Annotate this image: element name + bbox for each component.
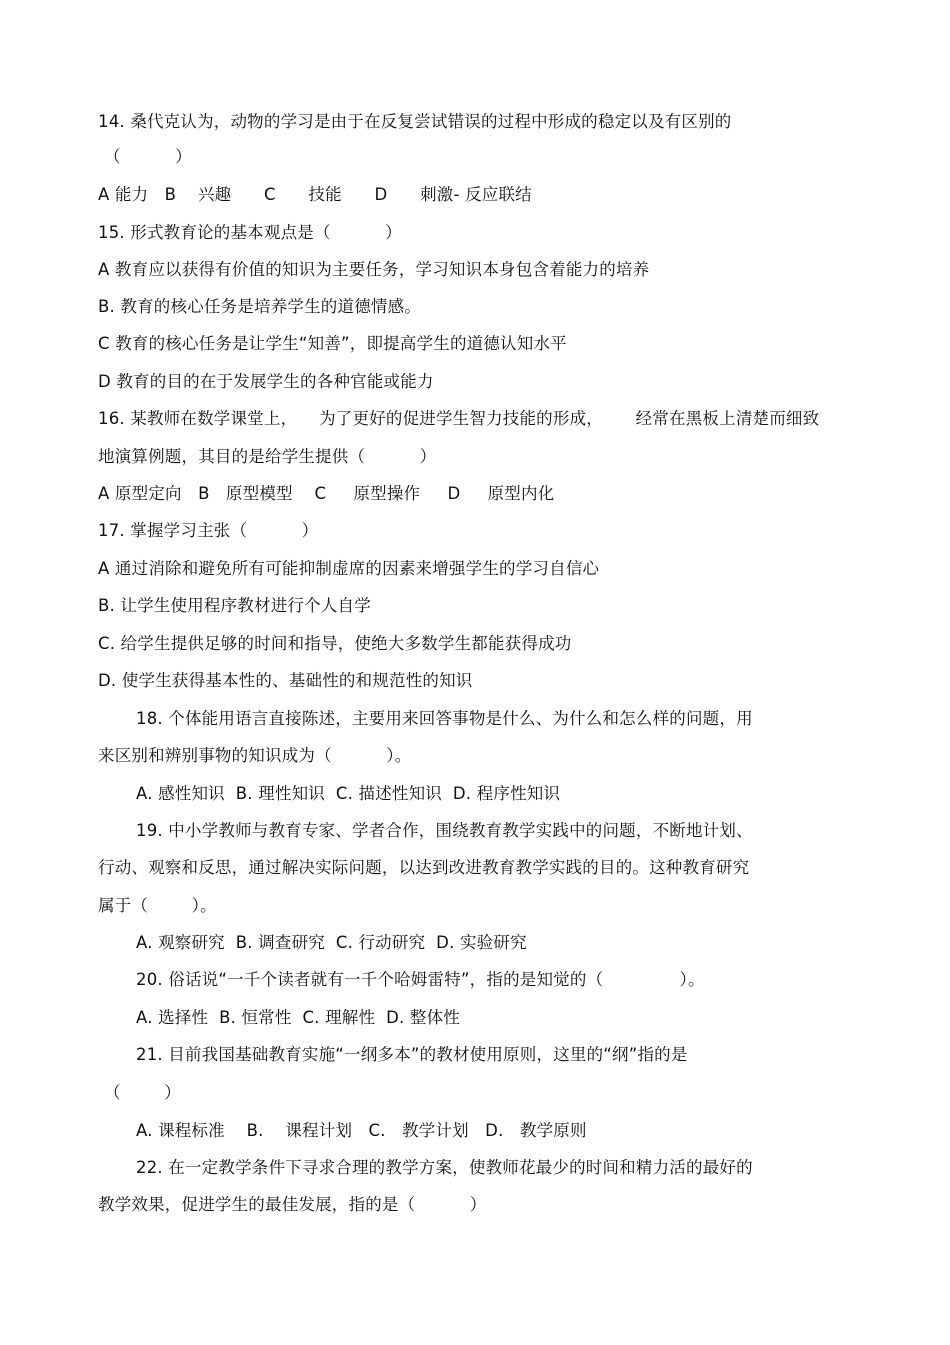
- question-17-option-d: D. 使学生获得基本性的、基础性的和规范性的知识: [98, 671, 473, 690]
- question-18-stem-line-2: 来区别和辨别事物的知识成为（ ）。: [98, 746, 412, 765]
- question-15-option-b: B. 教育的核心任务是培养学生的道德情感。: [98, 297, 422, 316]
- question-17-option-b: B. 让学生使用程序教材进行个人自学: [98, 596, 371, 615]
- question-19-stem-line-2: 行动、观察和反思，通过解决实际问题，以达到改进教育教学实践的目的。这种教育研究: [98, 858, 750, 877]
- question-22-stem-line-2: 教学效果，促进学生的最佳发展，指的是（ ）: [98, 1195, 487, 1214]
- question-19-stem-line-3: 属于（ ）。: [98, 896, 217, 915]
- question-17-option-a: A 通过消除和避免所有可能抑制虚席的因素来增强学生的学习自信心: [98, 559, 600, 578]
- question-14-stem-line-1: 14. 桑代克认为，动物的学习是由于在反复尝试错误的过程中形成的稳定以及有区别的: [98, 112, 732, 131]
- question-21-options: A. 课程标准 B. 课程计划 C. 教学计划 D. 教学原则: [136, 1121, 587, 1140]
- question-17-stem: 17. 掌握学习主张（ ）: [98, 521, 319, 540]
- question-15-option-a: A 教育应以获得有价值的知识为主要任务，学习知识本身包含着能力的培养: [98, 260, 650, 279]
- question-16-stem-line-1: 16. 某教师在数学课堂上， 为了更好的促进学生智力技能的形成， 经常在黑板上清楚而细致: [98, 409, 820, 428]
- question-22-stem-line-1: 22. 在一定教学条件下寻求合理的教学方案，使教师花最少的时间和精力活的最好的: [136, 1158, 753, 1177]
- question-21-stem-line-1: 21. 目前我国基础教育实施“一纲多本”的教材使用原则，这里的“纲”指的是: [136, 1045, 688, 1064]
- question-20-stem: 20. 俗话说“一千个读者就有一千个哈姆雷特”，指的是知觉的（ ）。: [136, 970, 705, 989]
- question-14-stem-line-2: （ ）: [104, 147, 192, 166]
- question-16-stem-line-2: 地演算例题，其目的是给学生提供（ ）: [98, 447, 437, 466]
- question-19-stem-line-1: 19. 中小学教师与教育专家、学者合作，围绕教育教学实践中的问题，不断地计划、: [136, 821, 753, 840]
- question-20-options: A. 选择性 B. 恒常性 C. 理解性 D. 整体性: [136, 1008, 460, 1027]
- question-14-options: A 能力 B 兴趣 C 技能 D 刺激- 反应联结: [98, 185, 532, 204]
- question-16-options: A 原型定向 B 原型模型 C 原型操作 D 原型内化: [98, 484, 555, 503]
- question-21-stem-line-2: （ ）: [104, 1083, 181, 1102]
- question-18-options: A. 感性知识 B. 理性知识 C. 描述性知识 D. 程序性知识: [136, 784, 561, 803]
- question-15-stem: 15. 形式教育论的基本观点是（ ）: [98, 223, 402, 242]
- question-18-stem-line-1: 18. 个体能用语言直接陈述，主要用来回答事物是什么、为什么和怎么样的问题，用: [136, 709, 753, 728]
- question-15-option-d: D 教育的目的在于发展学生的各种官能或能力: [98, 372, 434, 391]
- question-19-options: A. 观察研究 B. 调查研究 C. 行动研究 D. 实验研究: [136, 933, 527, 952]
- question-15-option-c: C 教育的核心任务是让学生“知善”，即提高学生的道德认知水平: [98, 334, 567, 353]
- question-17-option-c: C. 给学生提供足够的时间和指导，使绝大多数学生都能获得成功: [98, 634, 572, 653]
